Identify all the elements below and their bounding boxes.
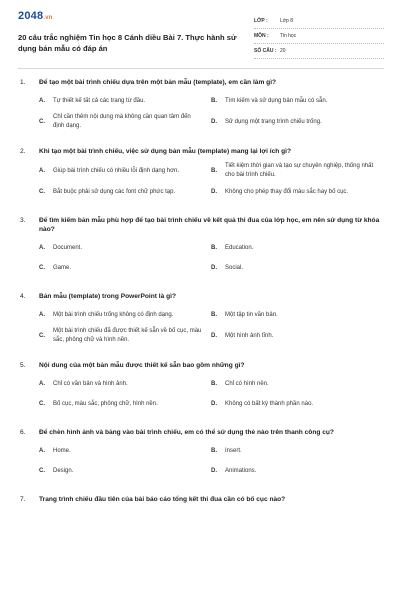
option-letter: D. [211,400,217,407]
option-letter: A. [39,244,45,251]
option-letter: D. [211,264,217,271]
option-text: Education. [225,244,254,251]
option-text: Không cho phép thay đổi màu sắc hay bố cục. [225,188,349,195]
option-text: Một hình ảnh tĩnh. [225,332,274,339]
option-letter: D. [211,188,217,195]
question-number: 7. [20,496,26,503]
answer-option[interactable] [39,307,211,323]
answer-options [39,240,386,280]
option-text: Animations. [225,467,257,474]
answer-option[interactable] [39,184,211,200]
option-text: Bắt buộc phải sử dụng các font chữ phức tạp. [53,188,176,195]
answer-option[interactable] [211,463,383,479]
option-text: Không có bất kỳ thành phần nào. [225,400,314,407]
document-title: 20 câu trắc nghiệm Tin học 8 Cánh diều Bài 7. Thực hành sử dụng bản mẫu có đáp án [18,33,237,53]
option-letter: C. [39,400,45,407]
option-text: Tự thiết kế tất cả các trang từ đầu. [53,97,146,104]
meta-row [254,29,384,44]
answer-option[interactable] [211,184,383,200]
option-letter: D. [211,332,217,339]
option-text: Social. [225,264,244,271]
meta-row [254,14,384,29]
answer-option[interactable] [211,93,383,109]
option-text: Game. [53,264,72,271]
question-number: 1. [20,79,26,86]
answer-options [39,93,386,135]
question-text: Trang trình chiếu đầu tiên của bài báo cáo tổng kết thi đua cần có bố cục nào? [39,496,286,503]
question-number: 2. [20,148,26,155]
option-letter: A. [39,167,45,174]
answer-option[interactable] [211,260,383,276]
answer-option[interactable] [211,113,383,131]
question-text: Nội dung của một bản mẫu được thiết kế sẵn bao gồm những gì? [39,362,245,369]
option-text: Tìm kiếm và sử dụng bản mẫu có sẵn. [225,97,328,104]
meta-value: Lớp 8 [280,18,294,24]
answer-option[interactable] [39,260,211,276]
logo-main: 2048 [18,10,44,22]
question-header [20,495,386,504]
answer-option[interactable] [39,93,211,109]
answer-option[interactable] [39,327,211,345]
document-meta-box [254,14,384,59]
option-text: Chỉ có hình nền. [225,380,269,387]
question-text: Để tìm kiếm bản mẫu phù hợp để tạo bài trình chiếu về kết quả thi đua của lớp học, em nên sử dụng từ khóa nào? [39,217,380,233]
question-item [20,147,386,204]
answer-option[interactable] [39,240,211,256]
option-text: Chỉ cần thêm nội dung mà không cần quan tâm đến định dạng. [53,114,191,129]
question-header [20,78,386,87]
meta-row [254,44,384,59]
option-letter: C. [39,118,45,125]
option-text: Home. [53,447,71,454]
answer-options [39,307,386,349]
option-text: Design. [53,467,74,474]
question-item [20,361,386,416]
answer-option[interactable] [39,443,211,459]
answer-option[interactable] [39,162,211,180]
meta-key: MÔN : [254,33,269,39]
question-item [20,428,386,483]
option-letter: D. [211,467,217,474]
question-number: 3. [20,217,26,224]
answer-option[interactable] [211,307,383,323]
question-item [20,292,386,349]
answer-option[interactable] [211,396,383,412]
option-text: Một bài trình chiếu trống không có định dạng. [53,311,174,318]
page-header [18,10,384,58]
option-letter: A. [39,380,45,387]
option-letter: B. [211,244,217,251]
option-letter: A. [39,311,45,318]
question-text: Để tạo một bài trình chiếu dựa trên một bản mẫu (template), em cần làm gì? [39,79,277,86]
option-text: Bố cục, màu sắc, phông chữ, hình nền. [53,400,158,407]
meta-value: 20 [280,48,286,54]
option-letter: C. [39,264,45,271]
answer-options [39,443,386,483]
option-text: Một bài trình chiếu đã được thiết kế sẵn về bố cục, màu sắc, phông chữ và hình nền. [53,328,202,343]
meta-key: LỚP : [254,18,268,24]
question-number: 5. [20,362,26,369]
question-number: 4. [20,293,26,300]
meta-value: Tin học [280,33,297,39]
answer-option[interactable] [39,396,211,412]
option-letter: B. [211,167,217,174]
option-text: Insert. [225,447,242,454]
option-text: Chỉ có văn bản và hình ảnh. [53,380,128,387]
question-text: Khi tạo một bài trình chiếu, việc sử dụng bản mẫu (template) mang lại lợi ích gì? [39,148,291,155]
question-list [20,78,386,516]
question-header [20,216,386,234]
option-letter: B. [211,311,217,318]
answer-option[interactable] [211,443,383,459]
meta-key: SỐ CÂU : [254,48,277,54]
question-item [20,495,386,504]
question-header [20,147,386,156]
answer-option[interactable] [39,113,211,131]
answer-options [39,376,386,416]
option-letter: C. [39,467,45,474]
question-number: 6. [20,429,26,436]
logo-tld: .vn [43,15,53,21]
answer-option[interactable] [211,376,383,392]
option-letter: A. [39,447,45,454]
question-item [20,216,386,280]
question-header [20,292,386,301]
option-letter: D. [211,118,217,125]
question-text: Để chèn hình ảnh và bảng vào bài trình chiếu, em có thể sử dụng thẻ nào trên thanh công cụ? [39,429,334,436]
question-text: Bản mẫu (template) trong PowerPoint là gì? [39,293,177,300]
site-logo[interactable] [18,10,53,22]
option-letter: B. [211,447,217,454]
header-divider [18,68,384,69]
option-letter: A. [39,97,45,104]
answer-options [39,162,386,204]
answer-option[interactable] [39,463,211,479]
option-letter: C. [39,332,45,339]
option-letter: B. [211,380,217,387]
answer-option[interactable] [39,376,211,392]
question-item [20,78,386,135]
option-letter: C. [39,188,45,195]
option-text: Sử dụng một trang trình chiếu trống. [225,118,322,125]
option-text: Một tập tin văn bản. [225,311,278,318]
answer-option[interactable] [211,162,383,180]
option-text: Giúp bài trình chiếu có nhiều lỗi định dạng hơn. [53,167,180,174]
option-letter: B. [211,97,217,104]
question-header [20,428,386,437]
option-text: Tiết kiệm thời gian và tạo sự chuyên nghiệp, thống nhất cho bài trình chiếu. [225,163,374,178]
answer-option[interactable] [211,327,383,345]
option-text: Document. [53,244,83,251]
question-header [20,361,386,370]
answer-option[interactable] [211,240,383,256]
